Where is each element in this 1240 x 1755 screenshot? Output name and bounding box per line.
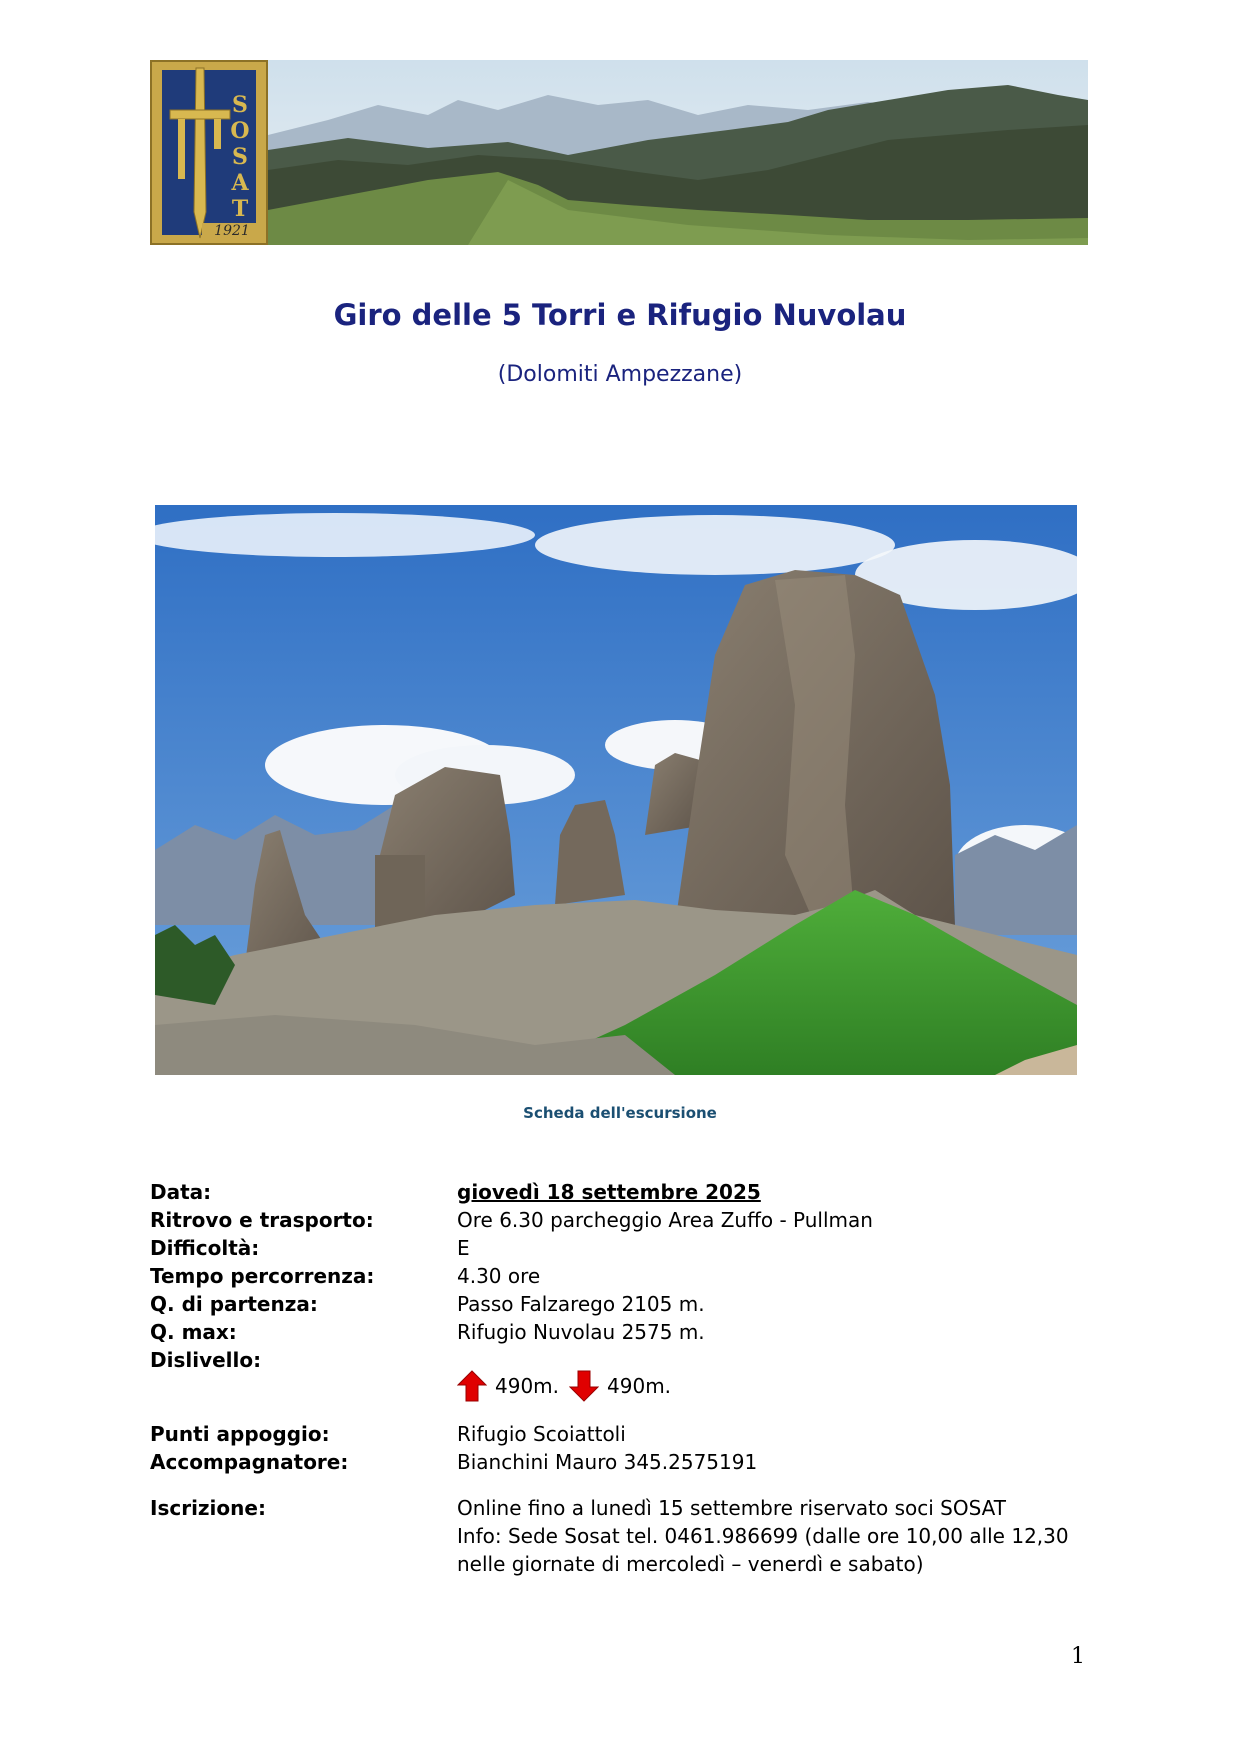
detail-label: Accompagnatore: [150,1450,349,1474]
detail-label: Punti appoggio: [150,1422,330,1446]
detail-row-partenza [150,1290,1140,1318]
detail-label: Tempo percorrenza: [150,1264,375,1288]
detail-value-date: giovedì 18 settembre 2025 [457,1180,761,1204]
logo-year: 1921 [202,223,262,239]
detail-row-appoggio [150,1420,1140,1448]
banner-mountain-photo [268,60,1088,245]
arrow-down-icon [569,1370,599,1402]
detail-row-tempo [150,1262,1140,1290]
logo-letter-2: O [230,118,250,144]
iscrizione-line-2: Info: Sede Sosat tel. 0461.986699 (dalle ore 10,00 alle 12,30 [457,1524,1069,1548]
iscrizione-line-3: nelle giornate di mercoledì – venerdì e sabato) [457,1552,924,1576]
detail-label: Q. max: [150,1320,237,1344]
detail-row-accompagnatore [150,1448,1140,1476]
arrow-up-icon [457,1370,487,1402]
logo-letter-5: T [231,196,249,222]
logo-letter-1: S [232,92,248,118]
detail-value: Rifugio Nuvolau 2575 m. [457,1320,705,1344]
detail-row-difficolta [150,1234,1140,1262]
sosat-logo [150,60,268,245]
detail-row-max [150,1318,1140,1346]
detail-row-data [150,1178,1140,1206]
photo-caption: Scheda dell'escursione [523,1104,717,1122]
cinque-torri-photo [155,505,1077,1075]
detail-label: Ritrovo e trasporto: [150,1208,374,1232]
logo-letter-4: A [231,170,249,196]
ice-axe-icon [152,62,270,247]
detail-label: Dislivello: [150,1348,262,1372]
detail-value: 4.30 ore [457,1264,541,1288]
detail-label: Data: [150,1180,212,1204]
detail-row-iscrizione [150,1494,1140,1578]
logo-letter-3: S [232,144,248,170]
detail-label: Iscrizione: [150,1496,266,1520]
detail-value: Bianchini Mauro 345.2575191 [457,1450,758,1474]
descent-value: 490m. [607,1374,672,1398]
detail-row-ritrovo [150,1206,1140,1234]
iscrizione-line-1: Online fino a lunedì 15 settembre riservato soci SOSAT [457,1496,1006,1520]
detail-label: Difficoltà: [150,1236,260,1260]
detail-value: E [457,1236,470,1260]
page-subtitle: (Dolomiti Ampezzane) [497,362,743,387]
detail-value: Rifugio Scoiattoli [457,1422,626,1446]
detail-row-dislivello [150,1346,1140,1402]
detail-value: Ore 6.30 parcheggio Area Zuffo - Pullman [457,1208,873,1232]
excursion-details [150,1178,1140,1578]
page-title: Giro delle 5 Torri e Rifugio Nuvolau [333,298,907,332]
detail-value: Passo Falzarego 2105 m. [457,1292,705,1316]
page-number: 1 [1071,1644,1085,1669]
header-banner [150,60,1088,245]
detail-label: Q. di partenza: [150,1292,318,1316]
ascent-value: 490m. [495,1374,560,1398]
